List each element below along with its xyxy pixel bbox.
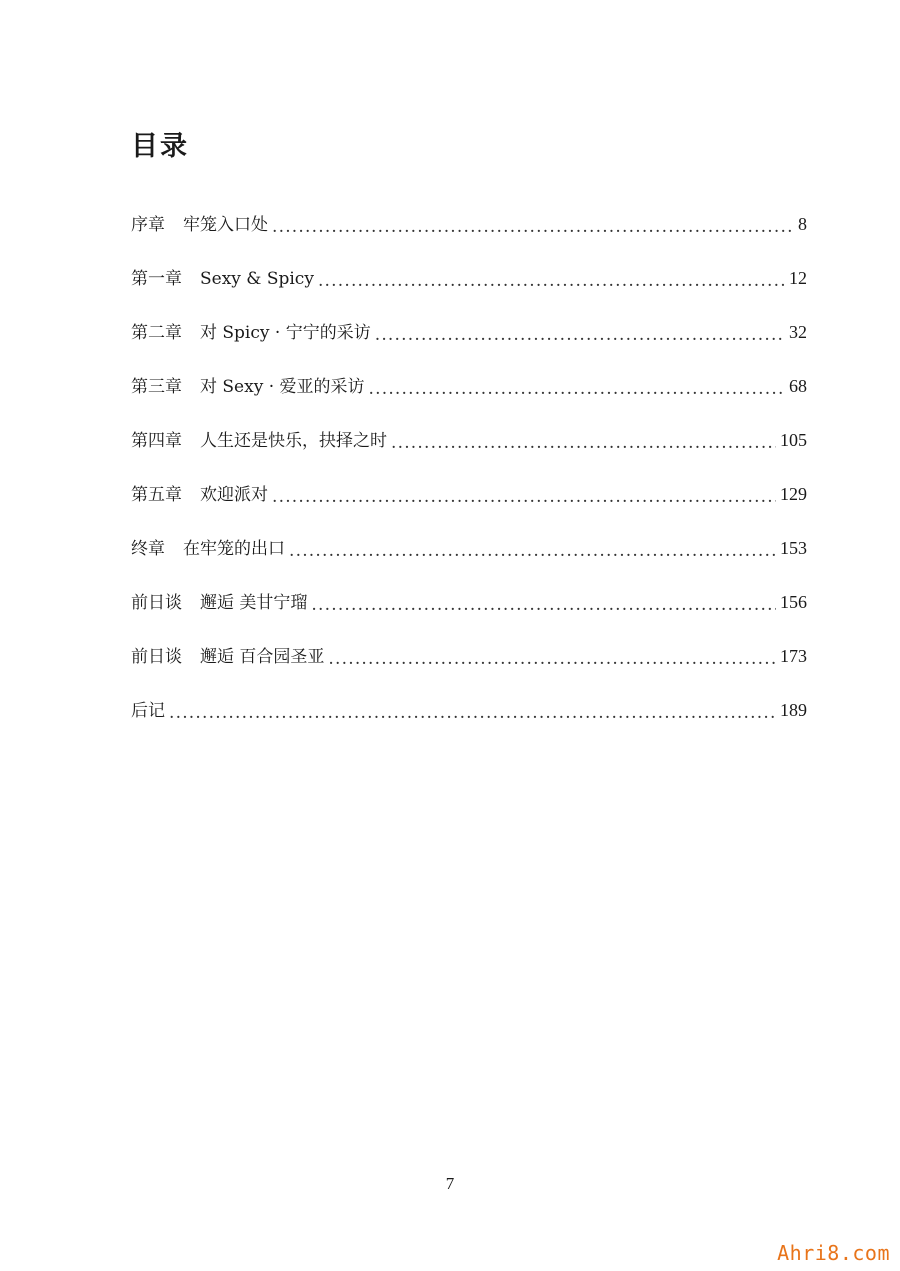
toc-entry[interactable]: [131, 696, 807, 750]
table-of-contents: [131, 210, 807, 750]
toc-entry-label: [131, 210, 272, 235]
toc-entry-title: 邂逅 百合园圣亚: [200, 647, 325, 667]
dot-leader: [311, 595, 776, 615]
dot-leader: [272, 217, 794, 237]
toc-entry[interactable]: [131, 264, 807, 318]
dot-leader: [328, 649, 776, 669]
toc-entry-page: 68: [789, 376, 807, 396]
toc-entry-prefix: 终章: [131, 539, 165, 559]
toc-entry-label: [131, 426, 391, 451]
toc-entry-title: 对 Spicy · 宁宁的采访: [200, 323, 371, 343]
toc-entry-prefix: 第三章: [131, 377, 182, 397]
toc-entry[interactable]: [131, 318, 807, 372]
toc-entry-label: [131, 642, 328, 667]
toc-entry-page: 173: [780, 646, 807, 666]
toc-entry-label: [131, 534, 289, 559]
toc-entry-title: 人生还是快乐，抉择之时: [200, 431, 387, 451]
toc-entry-page: 105: [780, 430, 807, 450]
page-number: 7: [445, 1174, 455, 1193]
dot-leader: [289, 541, 776, 561]
toc-entry-prefix: 第一章: [131, 269, 182, 289]
toc-entry-title: Sexy & Spicy: [200, 269, 314, 289]
toc-entry[interactable]: [131, 588, 807, 642]
toc-entry-prefix: 前日谈: [131, 593, 182, 613]
toc-entry-title: 邂逅 美甘宁瑠: [200, 593, 308, 613]
toc-entry[interactable]: [131, 372, 807, 426]
toc-entry-title: 对 Sexy · 爱亚的采访: [200, 377, 365, 397]
toc-entry-title: 在牢笼的出口: [183, 539, 285, 559]
dot-leader: [369, 379, 785, 399]
dot-leader: [391, 433, 776, 453]
toc-entry-label: [131, 696, 169, 721]
toc-entry-title: 牢笼入口处: [183, 215, 268, 235]
toc-entry[interactable]: [131, 480, 807, 534]
toc-entry-prefix: 后记: [131, 701, 165, 721]
toc-entry-prefix: 序章: [131, 215, 165, 235]
toc-entry-prefix: 第五章: [131, 485, 182, 505]
toc-entry-label: [131, 480, 272, 505]
toc-entry[interactable]: [131, 534, 807, 588]
dot-leader: [318, 271, 785, 291]
watermark: Ahri8.com: [777, 1241, 890, 1265]
dot-leader: [375, 325, 785, 345]
toc-entry-page: 129: [780, 484, 807, 504]
toc-entry-page: 8: [798, 214, 807, 234]
toc-entry-label: [131, 372, 369, 397]
toc-entry-prefix: 前日谈: [131, 647, 182, 667]
toc-entry-page: 189: [780, 700, 807, 720]
toc-entry-page: 12: [789, 268, 807, 288]
toc-entry-prefix: 第四章: [131, 431, 182, 451]
toc-entry[interactable]: [131, 426, 807, 480]
page-title: 目录: [131, 131, 189, 162]
toc-entry-label: [131, 588, 311, 613]
toc-entry-page: 153: [780, 538, 807, 558]
dot-leader: [169, 703, 776, 723]
toc-entry-prefix: 第二章: [131, 323, 182, 343]
toc-entry-title: 欢迎派对: [200, 485, 268, 505]
toc-entry[interactable]: [131, 642, 807, 696]
toc-entry-label: [131, 318, 375, 343]
toc-entry-page: 32: [789, 322, 807, 342]
toc-entry[interactable]: [131, 210, 807, 264]
toc-entry-page: 156: [780, 592, 807, 612]
toc-entry-label: [131, 264, 318, 289]
dot-leader: [272, 487, 776, 507]
